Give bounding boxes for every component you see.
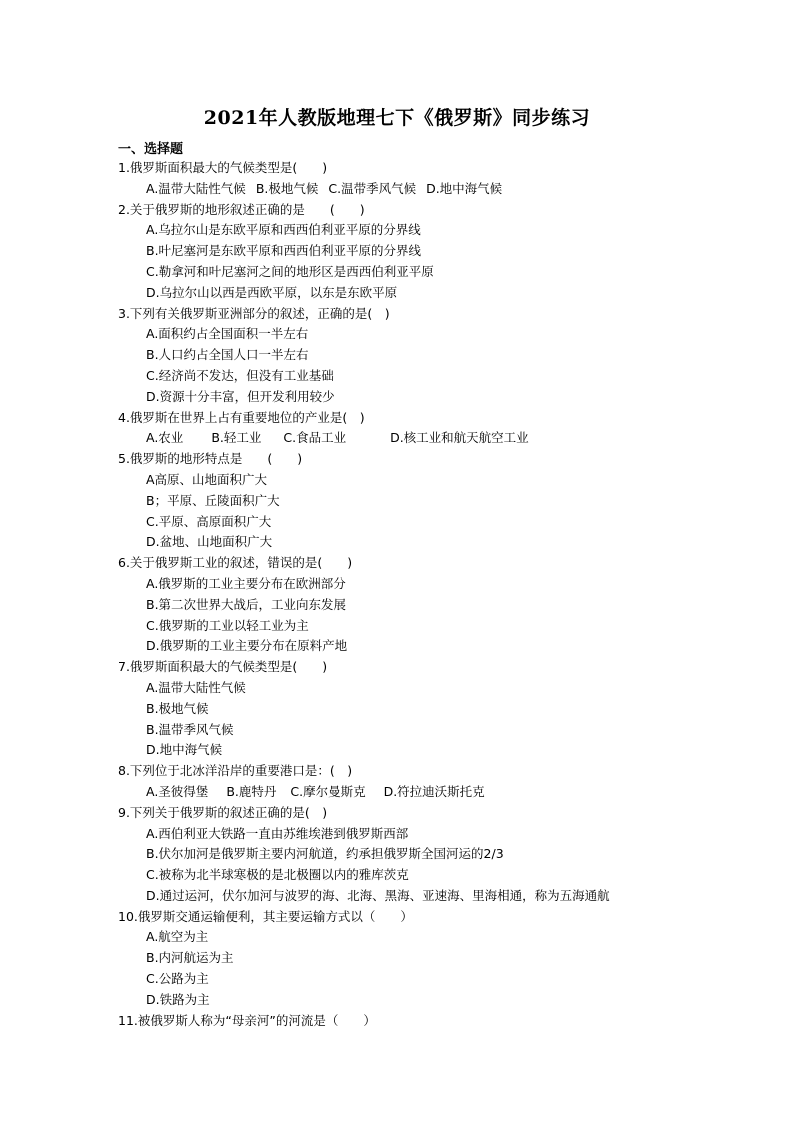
option-text: C.俄罗斯的工业以轻工业为主 [146, 617, 309, 633]
question-stem: 2.关于俄罗斯的地形叙述正确的是 ( ) [118, 201, 365, 217]
option-text: B.第二次世界大战后，工业向东发展 [146, 596, 347, 612]
option-text: D.符拉迪沃斯托克 [383, 783, 485, 799]
option-text: C.食品工业 [283, 430, 347, 446]
option-text: A.圣彼得堡 [146, 783, 209, 799]
option-text: B.温带季风气候 [146, 721, 234, 737]
option-text: A.温带大陆性气候 [146, 180, 246, 196]
option-text: A.农业 [146, 430, 184, 446]
question-stem: 7.俄罗斯面积最大的气候类型是( ) [118, 659, 328, 675]
question-list [118, 158, 738, 1031]
question-stem: 8.下列位于北冰洋沿岸的重要港口是：( ) [118, 763, 353, 779]
option-text: D.地中海气候 [426, 180, 503, 196]
question-stem: 1.俄罗斯面积最大的气候类型是( ) [118, 160, 328, 175]
option-text: C.温带季风气候 [328, 180, 417, 196]
option-text: A.面积约占全国面积一半左右 [146, 326, 309, 342]
question-stem: 11.被俄罗斯人称为“母亲河”的河流是（ ） [118, 1012, 376, 1028]
option-text: A.俄罗斯的工业主要分布在欧洲部分 [146, 575, 346, 591]
question-stem: 4.俄罗斯在世界上占有重要地位的产业是( ) [118, 409, 365, 425]
inline-options [118, 782, 738, 803]
option-text: B.极地气候 [146, 700, 209, 716]
option-text: D.核工业和航天航空工业 [390, 430, 529, 446]
option-text: B.伏尔加河是俄罗斯主要内河航道，约承担俄罗斯全国河运的2/3 [146, 846, 504, 862]
option-text: B.内河航运为主 [146, 950, 234, 966]
option-text: B.极地气候 [255, 180, 319, 196]
option-text: C.被称为北半球寒极的是北极圈以内的雅库茨克 [146, 867, 409, 883]
option-text: B；平原、丘陵面积广大 [146, 492, 280, 508]
option-text: A.温带大陆性气候 [146, 679, 246, 695]
option-text: A高原、山地面积广大 [146, 471, 268, 487]
option-text: D.盆地、山地面积广大 [146, 534, 273, 550]
option-text: C.摩尔曼斯克 [290, 783, 366, 799]
question-stem: 3.下列有关俄罗斯亚洲部分的叙述，正确的是( ) [118, 305, 390, 321]
option-text: D.通过运河，伏尔加河与波罗的海、北海、黑海、亚速海、里海相通，称为五海通航 [146, 887, 610, 903]
option-text: B.人口约占全国人口一半左右 [146, 347, 309, 363]
option-text: C.公路为主 [146, 971, 209, 987]
option-text: A.航空为主 [146, 929, 209, 945]
option-text: C.平原、高原面积广大 [146, 513, 272, 529]
option-text: D.俄罗斯的工业主要分布在原料产地 [146, 638, 348, 654]
question-stem: 6.关于俄罗斯工业的叙述，错误的是( ) [118, 555, 353, 571]
option-text: D.乌拉尔山以西是西欧平原，以东是东欧平原 [146, 284, 398, 300]
option-text: B.轻工业 [211, 430, 262, 446]
inline-options [118, 428, 738, 449]
question-stem: 9.下列关于俄罗斯的叙述正确的是( ) [118, 804, 328, 820]
question-stem: 10.俄罗斯交通运输便利，其主要运输方式以（ ） [118, 908, 413, 924]
document-title: 2021年人教版地理七下《俄罗斯》同步练习 [203, 107, 591, 129]
option-text: A.西伯利亚大铁路一直由苏维埃港到俄罗斯西部 [146, 825, 409, 841]
section-heading: 一、选择题 [118, 142, 184, 157]
option-text: C.勒拿河和叶尼塞河之间的地形区是西西伯利亚平原 [146, 263, 434, 279]
option-text: D.资源十分丰富，但开发利用较少 [146, 388, 335, 404]
option-text: D.铁路为主 [146, 991, 210, 1007]
option-text: A.乌拉尔山是东欧平原和西西伯利亚平原的分界线 [146, 222, 421, 238]
option-text: B.叶尼塞河是东欧平原和西西伯利亚平原的分界线 [146, 243, 422, 259]
question-stem: 5.俄罗斯的地形特点是 ( ) [118, 451, 303, 467]
option-text: D.地中海气候 [146, 742, 223, 758]
option-text: B.鹿特丹 [226, 783, 277, 799]
option-text: C.经济尚不发达，但没有工业基础 [146, 367, 334, 383]
inline-options [118, 179, 738, 200]
